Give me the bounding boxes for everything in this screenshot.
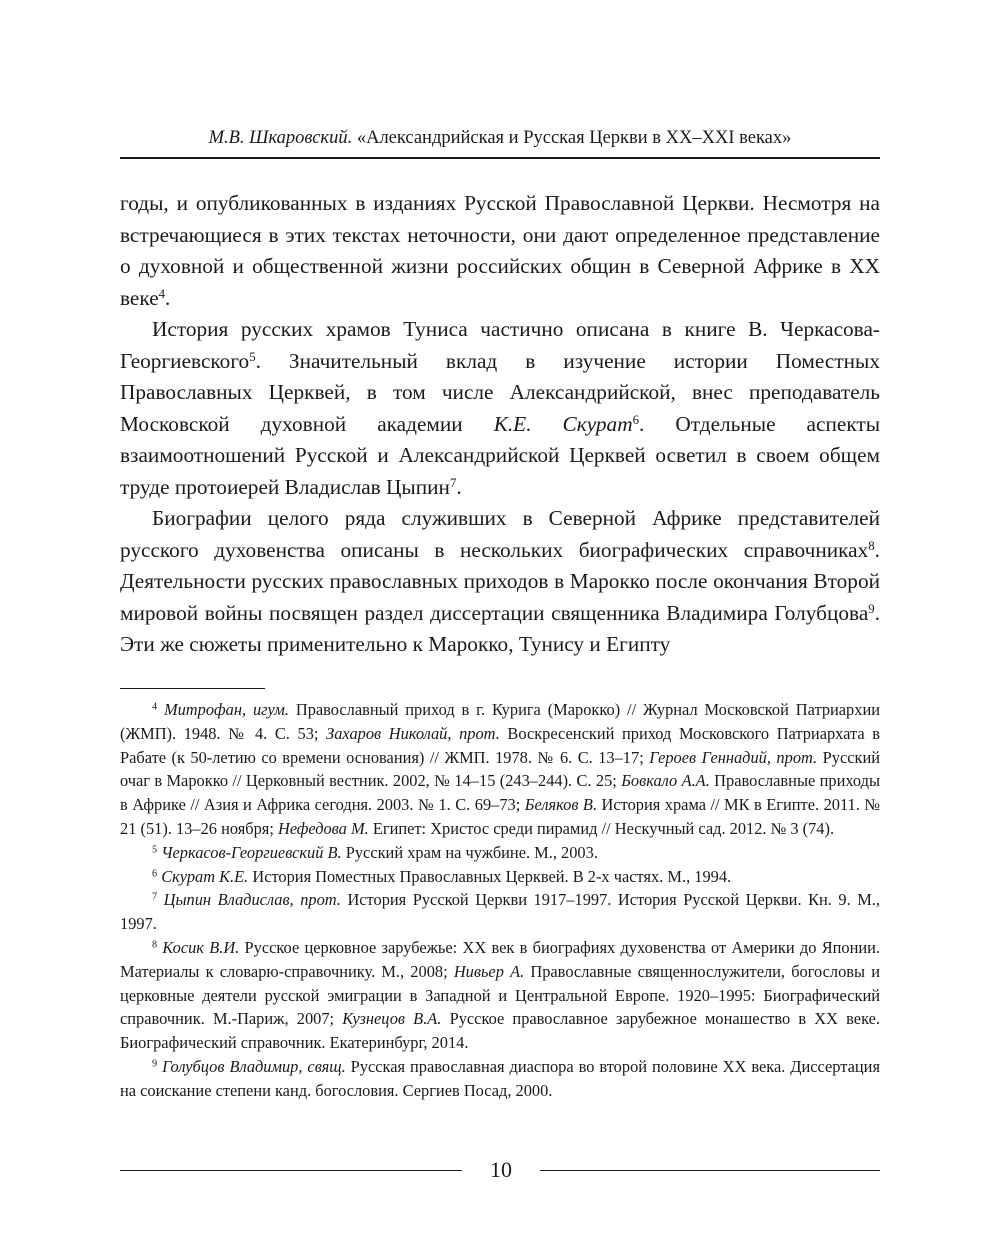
footnote-text: Русский храм на чужбине. М., 2003.	[341, 842, 598, 862]
footnote-4	[120, 698, 880, 841]
footnote-author: Черкасов-Георгиевский В.	[161, 842, 342, 862]
footnote-author: Цыпин Владислав, прот.	[163, 890, 341, 910]
person-name: К.Е. Скурат	[493, 411, 633, 436]
footnote-text: Русское церковное зарубежье: XX век в биографиях духовенства от Америки до Японии. Материалы к словарю-справочнику. М., 2008;	[120, 937, 881, 981]
main-text	[120, 188, 880, 661]
footnote-8	[120, 936, 880, 1055]
paragraph-text: . Значительный вклад в изучение истории Поместных Православных Церквей, в том числе Александрийской, внес преподаватель Московской духовной академии	[120, 348, 880, 436]
footnote-author: Кузнецов В.А.	[342, 1009, 442, 1029]
footnote-text: Православный приход в г. Курига (Марокко) // Журнал Московской Патриархии (ЖМП). 1948. № 4. С. 53;	[120, 700, 880, 743]
footnote-author: Нефедова М.	[277, 818, 369, 838]
header-title: «Александрийская и Русская Церкви в XX–XXI веках»	[356, 128, 792, 148]
footnote-author: Беляков В.	[524, 795, 598, 815]
footnote-text: Воскресенский приход Московского Патриархата в Рабате (к 50-летию со времени основания) // ЖМП. 1978. № 6. С. 13–17;	[120, 723, 880, 767]
header-rule	[120, 157, 880, 159]
footnote-ref: 4	[158, 286, 166, 301]
footnote-author: Бовкало А.А.	[621, 771, 710, 791]
page-number-rule-right	[540, 1170, 880, 1171]
footnote-separator	[120, 688, 265, 689]
paragraph-text: .	[456, 474, 462, 499]
footnote-7	[120, 888, 880, 936]
footnote-5	[120, 841, 880, 865]
footnote-ref: 5	[249, 349, 256, 364]
paragraph-text: годы, и опубликованных в изданиях Русской Православной Церкви. Несмотря на встречающиеся в этих текстах неточности, они дают определенное представление о духовной и общественной жизни российских общин в Северной Африке в XX веке	[120, 191, 880, 310]
footnote-number: 8	[152, 939, 158, 951]
footnote-ref: 7	[449, 475, 457, 490]
paragraph-text: История русских храмов Туниса частично описана в книге В. Черкасова-Георгиевского	[120, 317, 880, 373]
paragraph-text: Биографии целого ряда служивших в Северной Африке представителей русского духовенства описаны в нескольких биографических справочниках	[120, 506, 880, 562]
footnote-author: Косик В.И.	[162, 937, 240, 957]
footnote-text: Русское православное зарубежное монашество в XX веке. Биографический справочник. Екатеринбург, 2014.	[120, 1009, 880, 1053]
footnote-text: Православные приходы в Африке // Азия и Африка сегодня. 2003. № 1. С. 69–73;	[120, 771, 880, 815]
footnote-number: 4	[152, 701, 158, 713]
footnote-number: 9	[152, 1058, 158, 1070]
footnote-text: История Русской Церкви 1917–1997. История Русской Церкви. Кн. 9. М., 1997.	[120, 890, 880, 934]
paragraph-text: .	[165, 285, 171, 310]
paragraph-text: . Эти же сюжеты применительно к Марокко, Тунису и Египту	[120, 600, 880, 656]
running-header	[120, 126, 880, 150]
footnote-author: Захаров Николай, прот.	[326, 723, 500, 743]
page-number-rule-left	[120, 1170, 462, 1171]
footnote-author: Скурат К.Е.	[161, 866, 249, 886]
footnote-ref: 8	[868, 538, 875, 553]
footnote-author: Героев Геннадий, прот.	[649, 747, 818, 767]
paragraph-2	[120, 314, 880, 503]
footnote-number: 5	[152, 844, 158, 856]
paragraph-1	[120, 188, 880, 314]
page-number: 10	[490, 1157, 512, 1182]
footnote-number: 6	[152, 868, 158, 879]
footnote-author: Голубцов Владимир, свящ.	[162, 1056, 346, 1076]
footnote-author: Нивьер А.	[453, 961, 525, 981]
footnote-text: Православные священнослужители, богословы и церковные деятели русской эмиграции в Западной и Центральной Европе. 1920–1995: Биографический справочник. М.-Париж, 2007;	[120, 961, 880, 1029]
footnotes	[120, 698, 880, 1103]
footnote-ref: 9	[868, 601, 875, 616]
footnote-number: 7	[152, 891, 158, 903]
footnote-ref: 6	[632, 412, 639, 427]
footnote-text: Египет: Христос среди пирамид // Нескучный сад. 2012. № 3 (74).	[368, 818, 835, 838]
header-author: М.В. Шкаровский.	[208, 128, 353, 148]
footnote-9	[120, 1055, 880, 1103]
footnote-6	[120, 865, 880, 889]
paragraph-text: . Деятельности русских православных приходов в Марокко после окончания Второй мировой войны посвящен раздел диссертации священника Владимира Голубцова	[120, 537, 880, 625]
footnote-text: История храма // МК в Египте. 2011. № 21 (51). 13–26 ноября;	[120, 795, 880, 838]
footnote-text: История Поместных Православных Церквей. В 2-х частях. М., 1994.	[248, 866, 732, 886]
paragraph-3	[120, 503, 880, 661]
paragraph-text: . Отдельные аспекты взаимоотношений Русской и Александрийской Церквей осветил в своем общем труде протоиерей Владислав Цыпин	[120, 411, 880, 499]
footnote-text: Русская православная диаспора во второй половине XX века. Диссертация на соискание степени канд. богословия. Сергиев Посад, 2000.	[120, 1056, 880, 1100]
footnote-text: Русский очаг в Марокко // Церковный вестник. 2002, № 14–15 (243–244). С. 25;	[120, 747, 881, 791]
footnote-author: Митрофан, игум.	[163, 700, 289, 719]
